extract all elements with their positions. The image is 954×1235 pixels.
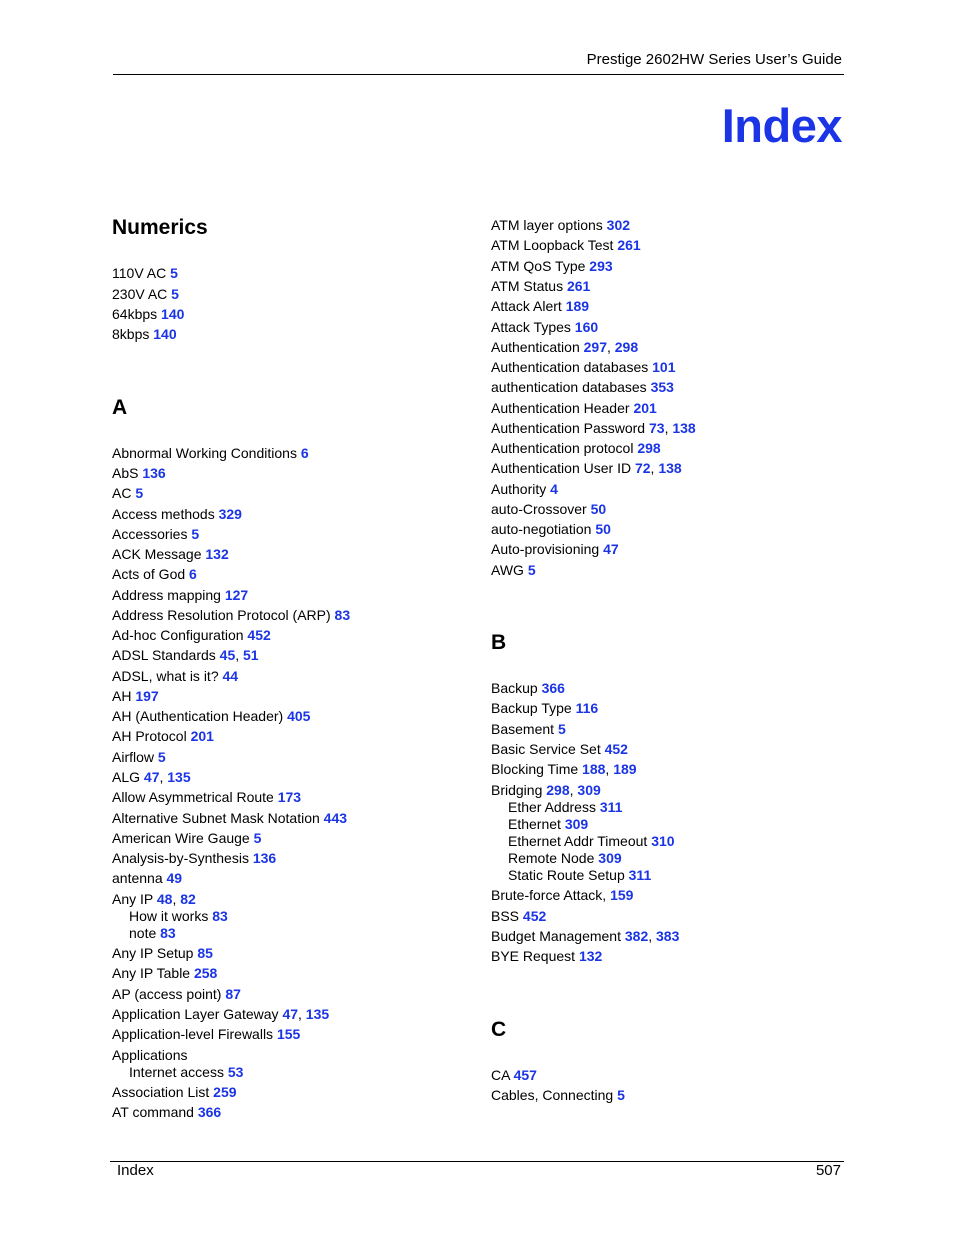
index-entry [112,1083,237,1101]
section-heading: C [491,1018,507,1041]
index-term: Static Route Setup [508,867,625,883]
page-ref-link[interactable]: 47 [143,769,160,785]
index-subentry [508,832,675,850]
index-term: 110V AC [112,265,167,281]
index-term: Analysis-by-Synthesis [112,850,249,866]
index-term: Internet access [129,1064,224,1080]
index-subentry [508,866,651,884]
index-term: BSS [491,908,520,924]
page-ref-link[interactable]: 5 [171,286,179,302]
index-subentry [508,849,622,867]
index-term: AbS [112,465,139,481]
index-entry [112,788,301,806]
index-entry [491,318,598,336]
index-term: Bridging [491,782,543,798]
index-subentry [129,907,228,925]
index-term: Association List [112,1084,210,1100]
index-term: Any IP Setup [112,945,194,961]
page-ref-link[interactable]: 382 [624,928,649,944]
index-entry [491,520,611,538]
index-term: AT command [112,1104,194,1120]
index-term: Application Layer Gateway [112,1006,279,1022]
index-subentry [508,798,622,816]
page-ref-link[interactable]: 293 [589,258,613,274]
index-entry [112,667,238,685]
index-entry [112,985,241,1003]
index-entry [491,1066,537,1084]
page-ref-link[interactable]: 138 [672,420,696,436]
page-ref-link[interactable]: 5 [527,562,536,578]
index-term: ACK Message [112,546,202,562]
index-entry [112,525,199,543]
index-entry [491,886,633,904]
index-term: Authentication protocol [491,440,634,456]
ref-separator: , [235,647,240,663]
page-ref-link[interactable]: 45 [219,647,236,663]
header-rule [113,74,844,75]
index-term: ATM Status [491,278,564,294]
index-term: Application-level Firewalls [112,1026,274,1042]
page-ref-link[interactable]: 83 [160,925,176,941]
page-ref-link[interactable]: 127 [224,587,249,603]
index-entry [491,439,661,457]
page-ref-link[interactable]: 298 [614,339,639,355]
page-ref-link[interactable]: 82 [180,891,196,907]
ref-separator: , [648,928,653,944]
ref-separator: , [664,420,669,436]
page-ref-link[interactable]: 452 [247,627,271,643]
page-ref-link[interactable]: 353 [650,379,674,395]
page-ref-link[interactable]: 160 [574,319,599,335]
page-ref-link[interactable]: 135 [305,1006,330,1022]
index-entry [112,325,177,343]
page-ref-link[interactable]: 4 [550,481,558,497]
index-term: Remote Node [508,850,595,866]
index-entry [112,626,271,644]
page-ref-link[interactable]: 366 [197,1104,222,1120]
index-entry [491,561,536,579]
page-ref-link[interactable]: 258 [193,965,218,981]
page-ref-link[interactable]: 5 [617,1087,625,1103]
index-term: Backup Type [491,700,572,716]
index-term: Airflow [112,749,155,765]
index-term: AH (Authentication Header) [112,708,284,724]
index-entry [112,849,276,867]
page-ref-link[interactable]: 116 [575,700,599,716]
page-ref-link[interactable]: 5 [135,485,144,501]
page-ref-link[interactable]: 311 [599,799,623,815]
index-entry [491,740,628,758]
index-entry [112,444,309,462]
page-ref-link[interactable]: 140 [161,306,185,322]
index-term: Ethernet [508,816,561,832]
index-entry [112,727,214,745]
page-ref-link[interactable]: 452 [604,741,628,757]
index-term: Basement [491,721,555,737]
index-entry [491,480,558,498]
page-ref-link[interactable]: 155 [276,1026,301,1042]
index-entry [112,484,143,502]
index-entry [112,829,261,847]
index-entry [112,545,229,563]
page-ref-link[interactable]: 50 [590,501,607,517]
index-entry [112,687,159,705]
index-term: Alternative Subnet Mask Notation [112,810,320,826]
page-ref-link[interactable]: 309 [564,816,589,832]
index-term: Basic Service Set [491,741,601,757]
page-ref-link[interactable]: 73 [648,420,665,436]
index-subentry [129,1063,243,1081]
index-term: Attack Types [491,319,571,335]
index-term: Ethernet Addr Timeout [508,833,648,849]
page-ref-link[interactable]: 197 [135,688,159,704]
index-entry [112,869,182,887]
index-term: ATM QoS Type [491,258,586,274]
index-term: Abnormal Working Conditions [112,445,297,461]
page-ref-link[interactable]: 50 [595,521,611,537]
index-term: Access methods [112,506,215,522]
page-number: 507 [815,1162,841,1179]
page-ref-link[interactable]: 452 [522,908,547,924]
index-term: Auto-provisioning [491,541,600,557]
index-term: ALG [112,769,141,785]
index-term: Authentication [491,339,580,355]
index-term: AC [112,485,132,501]
index-entry [491,419,696,437]
index-entry [112,1103,221,1121]
index-term: AWG [491,562,524,578]
index-term: authentication databases [491,379,647,395]
index-term: AH [112,688,132,704]
index-entry [112,768,191,786]
index-entry [491,540,619,558]
index-term: Brute-force Attack, [491,887,607,903]
index-entry [491,277,590,295]
index-term: BYE Request [491,948,576,964]
index-entry [112,305,184,323]
index-term: AH Protocol [112,728,187,744]
page-ref-link[interactable]: 140 [153,326,177,342]
index-term: Blocking Time [491,761,579,777]
page-ref-link[interactable]: 51 [243,647,259,663]
index-term: CA [491,1067,510,1083]
index-term: Authentication Header [491,400,630,416]
index-entry [112,809,347,827]
index-term: Accessories [112,526,188,542]
page-ref-link[interactable]: 297 [583,339,607,355]
index-entry [491,257,613,275]
index-entry [491,781,601,799]
page-ref-link[interactable]: 298 [546,782,570,798]
page-ref-link[interactable]: 132 [205,546,229,562]
index-entry [112,586,248,604]
index-subentry [508,815,588,833]
page-ref-link[interactable]: 5 [191,526,200,542]
index-subentry [129,924,176,942]
guide-title: Prestige 2602HW Series User’s Guide [586,51,842,68]
page-ref-link[interactable]: 309 [598,850,622,866]
index-entry [491,699,598,717]
section-heading: Numerics [112,216,208,239]
index-term: Ad-hoc Configuration [112,627,244,643]
page-ref-link[interactable]: 44 [222,668,239,684]
ref-separator: , [298,1006,302,1022]
index-entry [112,707,310,725]
page-ref-link[interactable]: 159 [610,887,634,903]
index-entry [112,964,217,982]
page-ref-link[interactable]: 309 [577,782,601,798]
index-entry [112,944,213,962]
index-term: ADSL, what is it? [112,668,219,684]
index-term: Backup [491,680,538,696]
page-ref-link[interactable]: 85 [197,945,213,961]
page-ref-link[interactable]: 311 [628,867,652,883]
page-ref-link[interactable]: 5 [253,830,262,846]
page-ref-link[interactable]: 72 [634,460,651,476]
index-entry [491,378,674,396]
page-ref-link[interactable]: 457 [513,1067,537,1083]
index-entry [491,459,682,477]
page-ref-link[interactable]: 366 [541,680,565,696]
page-ref-link[interactable]: 383 [656,928,680,944]
index-term: AP (access point) [112,986,222,1002]
footer-section: Index [117,1162,154,1179]
ref-separator: , [606,339,611,355]
page-ref-link[interactable]: 48 [156,891,173,907]
index-entry [491,927,679,945]
index-term: ATM Loopback Test [491,237,614,253]
page-ref-link[interactable]: 47 [603,541,619,557]
ref-separator: , [172,891,177,907]
section-heading: B [491,631,507,654]
page-ref-link[interactable]: 47 [282,1006,299,1022]
page-ref-link[interactable]: 53 [227,1064,244,1080]
index-entry [491,358,675,376]
page-ref-link[interactable]: 298 [637,440,661,456]
page-ref-link[interactable]: 83 [334,607,351,623]
page-ref-link[interactable]: 189 [565,298,590,314]
index-entry [491,907,546,925]
ref-separator: , [569,782,574,798]
index-term: auto-Crossover [491,501,587,517]
index-term: How it works [129,908,209,924]
page-ref-link[interactable]: 135 [167,769,191,785]
index-entry [491,216,630,234]
page-ref-link[interactable]: 189 [613,761,637,777]
page-ref-link[interactable]: 261 [566,278,591,294]
page-ref-link[interactable]: 261 [617,237,641,253]
index-term: Authentication User ID [491,460,632,476]
page-ref-link[interactable]: 5 [557,721,566,737]
index-entry [491,236,641,254]
page-ref-link[interactable]: 138 [658,460,682,476]
ref-separator: , [605,761,610,777]
index-term: Any IP Table [112,965,191,981]
index-entry [491,297,589,315]
index-term: 8kbps [112,326,150,342]
page-ref-link[interactable]: 5 [170,265,178,281]
page-ref-link[interactable]: 5 [157,749,166,765]
index-term: Authentication Password [491,420,646,436]
index-term: Address mapping [112,587,221,603]
page-ref-link[interactable]: 302 [606,217,631,233]
index-entry [112,606,350,624]
index-term: ADSL Standards [112,647,216,663]
index-entry [491,1086,625,1104]
index-term: 64kbps [112,306,158,322]
index-entry [112,464,166,482]
page-ref-link[interactable]: 259 [213,1084,237,1100]
page-ref-link[interactable]: 201 [633,400,657,416]
index-entry [112,1046,188,1064]
page-ref-link[interactable]: 201 [190,728,214,744]
index-term: note [129,925,157,941]
page-ref-link[interactable]: 101 [652,359,676,375]
index-term: Acts of God [112,566,186,582]
index-entry [112,1025,300,1043]
index-term: Applications [112,1047,188,1063]
index-entry [112,285,179,303]
page-title: Index [721,99,842,152]
index-term: Allow Asymmetrical Route [112,789,274,805]
index-term: antenna [112,870,163,886]
index-term: Ether Address [508,799,596,815]
index-entry [491,338,638,356]
page-ref-link[interactable]: 310 [651,833,675,849]
index-entry [491,399,657,417]
index-entry [112,264,178,282]
index-term: American Wire Gauge [112,830,250,846]
index-entry [112,505,242,523]
footer-rule [110,1161,844,1162]
page-ref-link[interactable]: 87 [225,986,241,1002]
index-term: 230V AC [112,286,168,302]
index-term: Any IP [112,891,153,907]
index-entry [112,748,166,766]
index-term: auto-negotiation [491,521,592,537]
index-entry [112,565,197,583]
page-ref-link[interactable]: 188 [582,761,606,777]
index-term: Authority [491,481,547,497]
page-ref-link[interactable]: 405 [287,708,311,724]
index-entry [491,760,637,778]
page-ref-link[interactable]: 173 [277,789,302,805]
page-ref-link[interactable]: 83 [212,908,228,924]
index-entry [491,679,565,697]
page-ref-link[interactable]: 329 [218,506,242,522]
page-ref-link[interactable]: 136 [142,465,166,481]
index-term: ATM layer options [491,217,603,233]
ref-separator: , [159,769,164,785]
ref-separator: , [650,460,655,476]
section-heading: A [112,396,128,419]
page-ref-link[interactable]: 6 [189,566,197,582]
page-ref-link[interactable]: 443 [323,810,348,826]
index-entry [112,890,196,908]
index-entry [112,646,259,664]
index-entry [491,720,566,738]
index-term: Budget Management [491,928,621,944]
page-ref-link[interactable]: 49 [166,870,183,886]
index-term: Address Resolution Protocol (ARP) [112,607,331,623]
index-term: Attack Alert [491,298,562,314]
page-ref-link[interactable]: 136 [252,850,277,866]
index-entry [491,947,602,965]
page-ref-link[interactable]: 6 [300,445,309,461]
index-entry [491,500,606,518]
index-entry [112,1005,329,1023]
index-term: Authentication databases [491,359,649,375]
page-ref-link[interactable]: 132 [578,948,603,964]
index-term: Cables, Connecting [491,1087,614,1103]
